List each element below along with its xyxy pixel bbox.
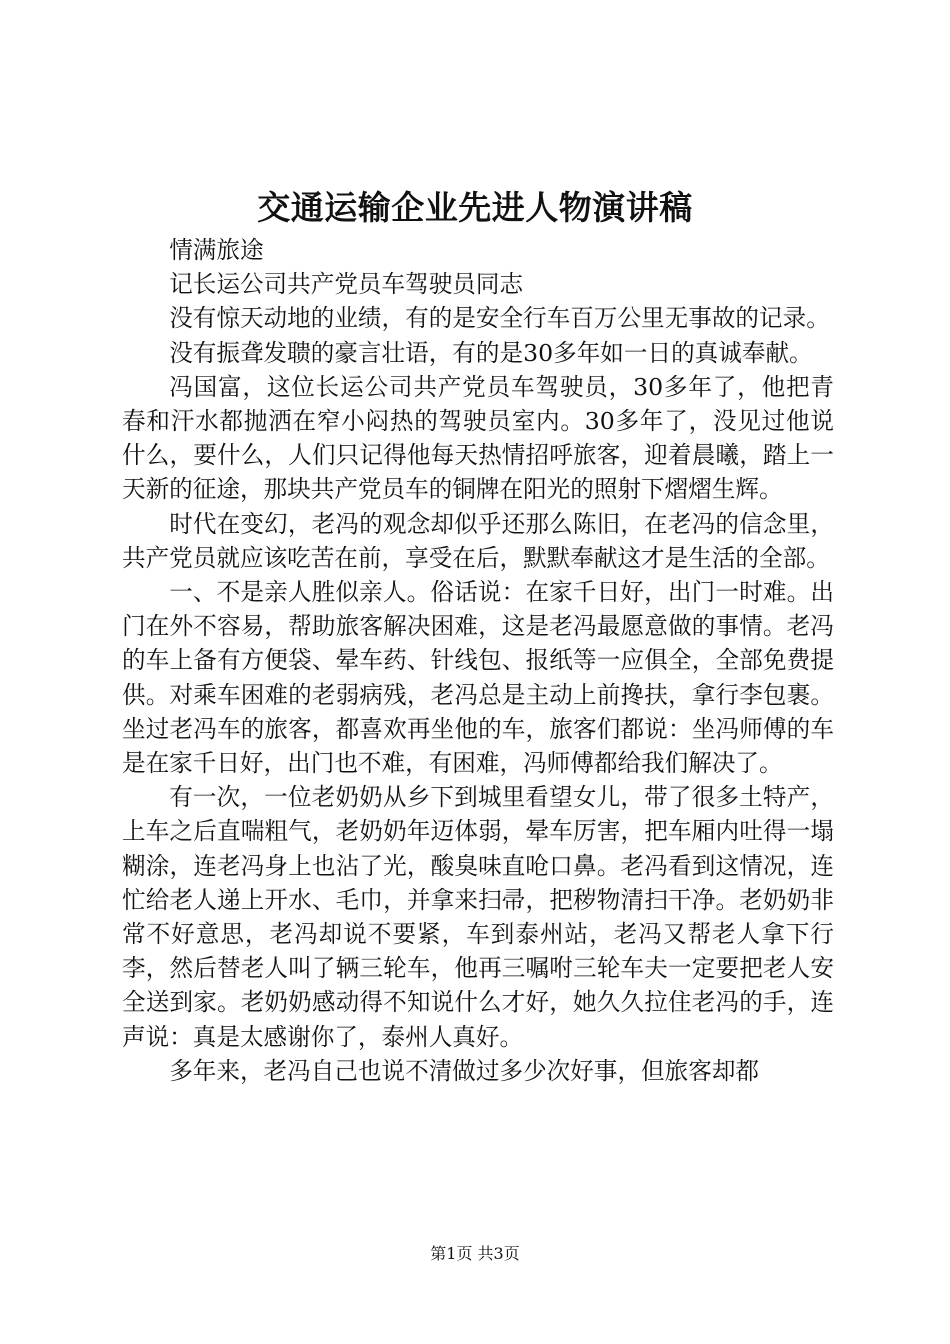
body-paragraph: 没有振聋发聩的豪言壮语，有的是30多年如一日的真诚奉献。 (169, 338, 813, 367)
body-paragraph: 有一次，一位老奶奶从乡下到城里看望女儿，带了很多土特产，上车之后直喘粗气，老奶奶年迈体弱，晕车厉害，把车厢内吐得一塌糊涂，连老冯身上也沾了光，酸臭味直呛口鼻。老冯看到这情况，连忙给老人递上开水、毛巾，并拿来扫帚，把秽物清扫干净。老奶奶非常不好意思，老冯却说不要紧，车到泰州站，老冯又帮老人拿下行李，然后替老人叫了辆三轮车，他再三嘱咐三轮车夫一定要把老人安全送到家。老奶奶感动得不知说什么才好，她久久拉住老冯的手，连声说：真是太感谢你了，泰州人真好。 (122, 783, 834, 1051)
document-title: 交通运输企业先进人物演讲稿 (257, 188, 693, 227)
body-paragraph: 一、不是亲人胜似亲人。俗话说：在家千日好，出门一时难。出门在外不容易，帮助旅客解决困难，这是老冯最愿意做的事情。老冯的车上备有方便袋、晕车药、针线包、报纸等一应俱全，全部免费提供。对乘车困难的老弱病残，老冯总是主动上前搀扶，拿行李包裹。坐过老冯车的旅客，都喜欢再坐他的车，旅客们都说：坐冯师傅的车是在家千日好，出门也不难，有困难，冯师傅都给我们解决了。 (122, 578, 834, 778)
body-paragraph: 时代在变幻，老冯的观念却似乎还那么陈旧，在老冯的信念里，共产党员就应该吃苦在前，享受在后，默默奉献这才是生活的全部。 (122, 509, 834, 572)
subtitle-line: 情满旅途 (169, 236, 264, 264)
body-paragraph: 多年来，老冯自己也说不清做过多少次好事，但旅客却都 (169, 1056, 760, 1085)
body-paragraph: 没有惊天动地的业绩，有的是安全行车百万公里无事故的记录。 (169, 304, 830, 333)
subheading-line: 记长运公司共产党员车驾驶员同志 (169, 270, 524, 299)
body-paragraph: 冯国富，这位长运公司共产党员车驾驶员，30多年了，他把青春和汗水都抛洒在窄小闷热的驾驶员室内。30多年了，没见过他说什么，要什么，人们只记得他每天热情招呼旅客，迎着晨曦，踏上一天新的征途，那块共产党员车的铜牌在阳光的照射下熠熠生辉。 (122, 372, 834, 504)
page-footer: 第1页 共3页 (430, 1244, 520, 1263)
document-body (122, 233, 834, 1088)
